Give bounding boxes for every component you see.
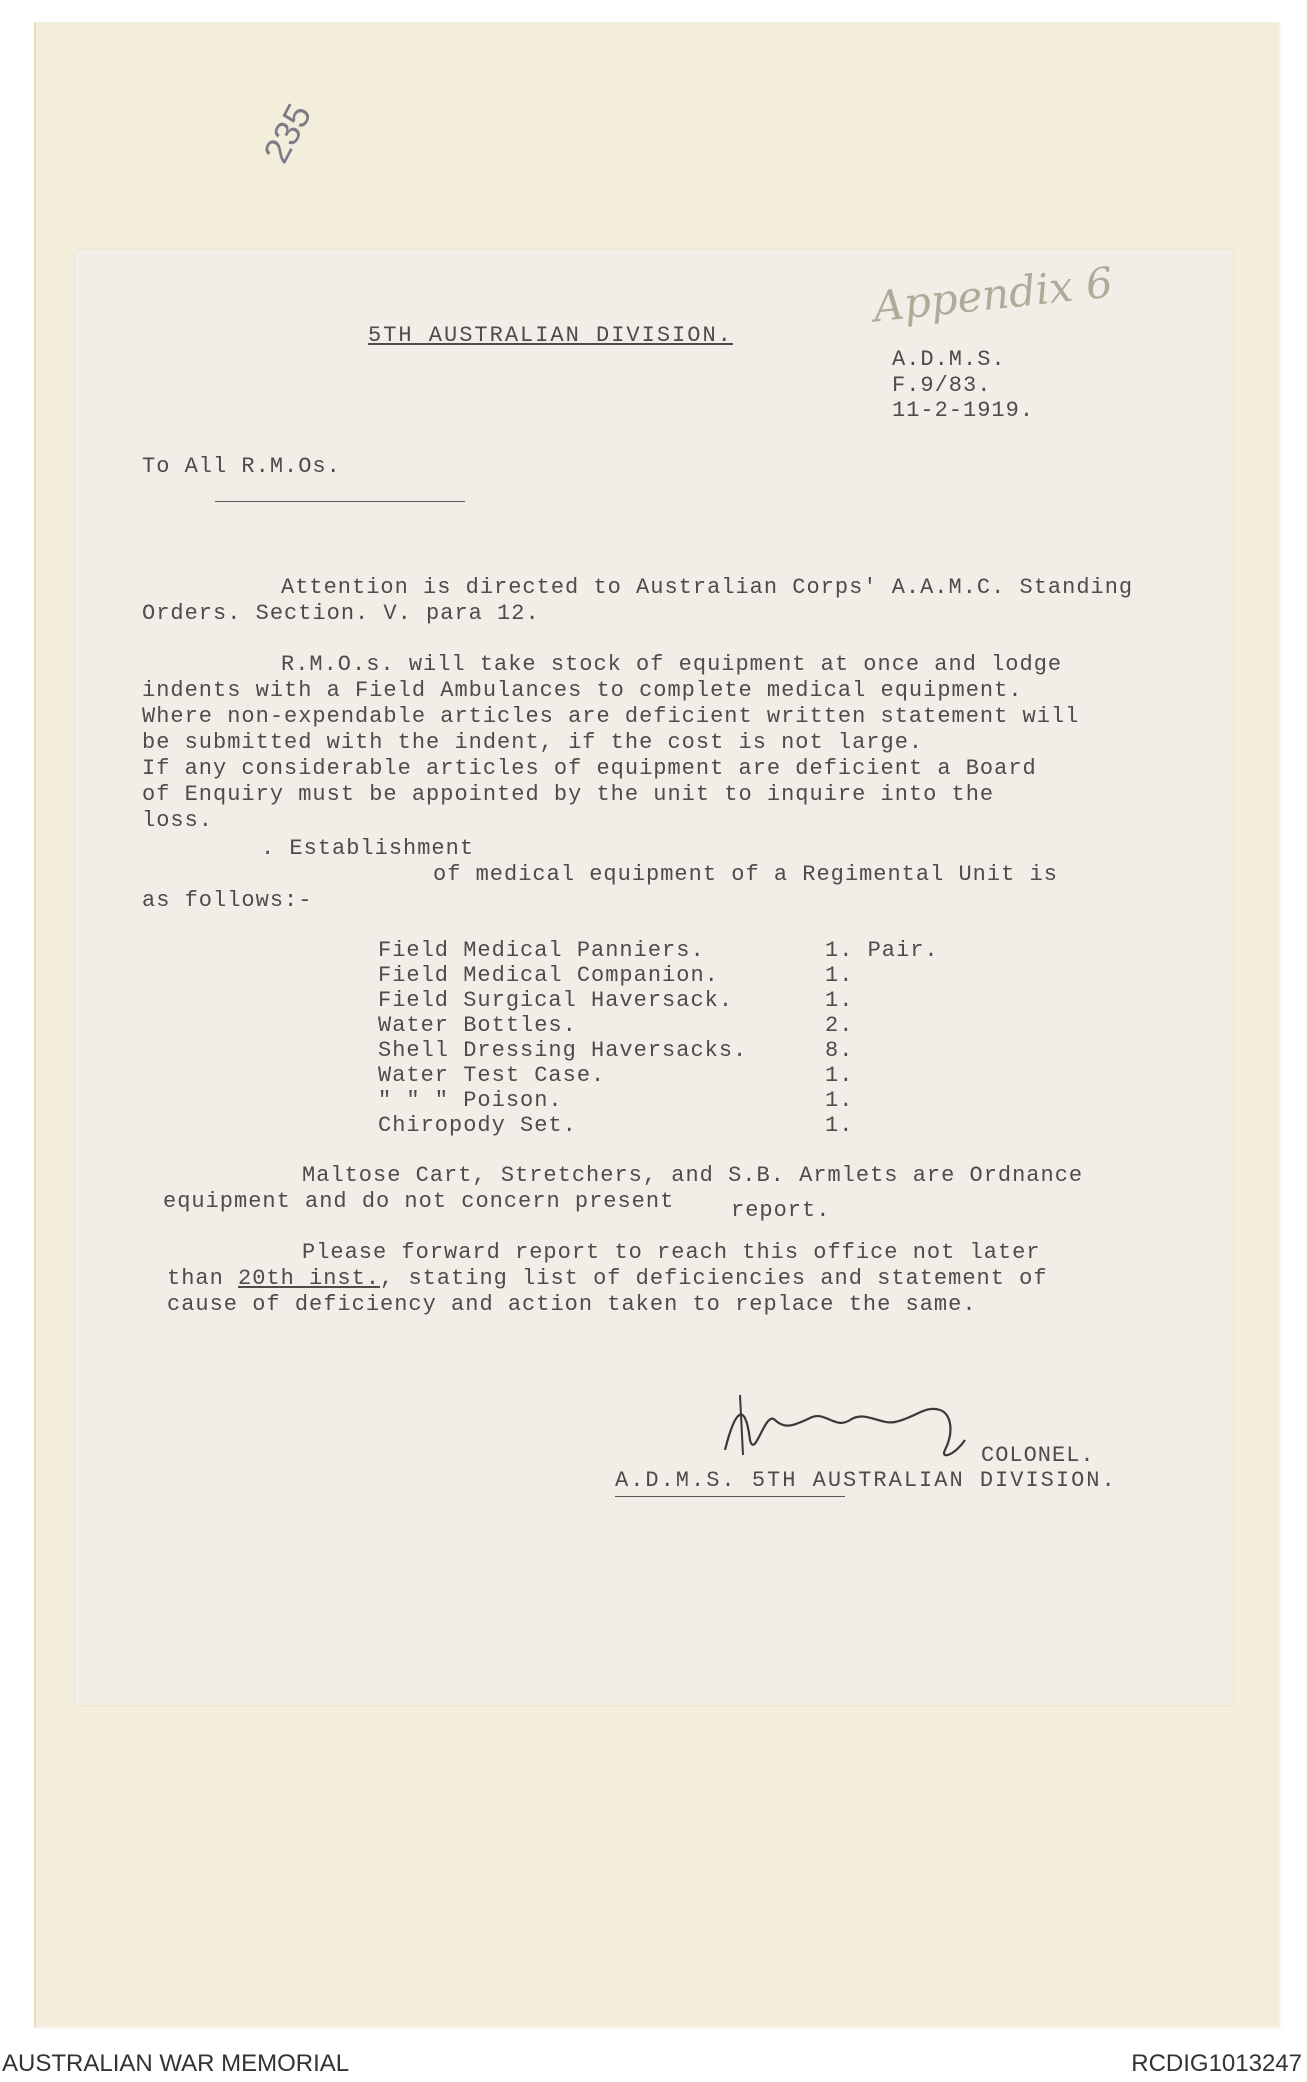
signature-title: A.D.M.S. 5TH AUSTRALIAN DIVISION. bbox=[615, 1468, 1117, 1493]
equipment-item: Field Medical Companion. bbox=[378, 963, 719, 988]
equipment-item: Water Bottles. bbox=[378, 1013, 577, 1038]
reference-file: F.9/83. bbox=[892, 373, 992, 398]
equipment-item: Field Medical Panniers. bbox=[378, 938, 705, 963]
footer-catalogue-id: RCDIG1013247 bbox=[1131, 2050, 1302, 2077]
memo-title: 5TH AUSTRALIAN DIVISION. bbox=[368, 323, 733, 348]
para4-line2: equipment and do not concern present bbox=[163, 1189, 675, 1214]
equipment-item: Water Test Case. bbox=[378, 1063, 606, 1088]
equipment-item: Chiropody Set. bbox=[378, 1113, 577, 1138]
para5-line2-end: , stating list of deficiencies and statement of bbox=[380, 1266, 1048, 1291]
para1-line1: Attention is directed to Australian Corps' A.A.M.C. Standing bbox=[281, 575, 1134, 600]
addressee-rule bbox=[215, 501, 465, 502]
equipment-qty: 1. bbox=[825, 1088, 854, 1113]
signature-rank: COLONEL. bbox=[981, 1443, 1095, 1468]
equipment-qty: 1. bbox=[825, 1113, 854, 1138]
equipment-item: " " " Poison. bbox=[378, 1088, 563, 1113]
equipment-qty: 1. bbox=[825, 988, 854, 1013]
equipment-qty: 8. bbox=[825, 1038, 854, 1063]
handwritten-appendix-note: Appendix 6 bbox=[871, 257, 1115, 332]
addressee: To All R.M.Os. bbox=[142, 454, 341, 479]
para5-line2-start: than bbox=[167, 1266, 239, 1291]
para2-line6: of Enquiry must be appointed by the unit to inquire into the bbox=[142, 782, 995, 807]
para2-line5: If any considerable articles of equipment are deficient a Board bbox=[142, 756, 1037, 781]
para2-line4: be submitted with the indent, if the cost is not large. bbox=[142, 730, 924, 755]
para5-line3: cause of deficiency and action taken to replace the same. bbox=[167, 1292, 977, 1317]
reference-office: A.D.M.S. bbox=[892, 347, 1006, 372]
para4-insert: report. bbox=[731, 1198, 831, 1223]
memo-date: 11-2-1919. bbox=[892, 398, 1035, 423]
para3-insert: . Establishment bbox=[261, 836, 475, 861]
folio-number: 235 bbox=[255, 96, 320, 170]
para5-line2 bbox=[167, 1266, 1048, 1291]
equipment-item: Field Surgical Haversack. bbox=[378, 988, 734, 1013]
equipment-qty: 2. bbox=[825, 1013, 854, 1038]
deadline-date: 20th inst. bbox=[238, 1266, 381, 1291]
para5-line1: Please forward report to reach this office not later bbox=[302, 1240, 1041, 1265]
equipment-qty: 1. bbox=[825, 963, 854, 988]
equipment-qty: 1. bbox=[825, 1063, 854, 1088]
signature-rule bbox=[615, 1496, 845, 1497]
footer-institution: AUSTRALIAN WAR MEMORIAL bbox=[2, 2050, 350, 2077]
para3-line2: as follows:- bbox=[142, 888, 313, 913]
handwritten-signature bbox=[715, 1380, 1015, 1470]
para2-line7: loss. bbox=[142, 808, 214, 833]
para1-line2: Orders. Section. V. para 12. bbox=[142, 601, 540, 626]
para2-line3: Where non-expendable articles are deficient written statement will bbox=[142, 704, 1080, 729]
para3-line1: of medical equipment of a Regimental Unit is bbox=[433, 862, 1058, 887]
para2-line1: R.M.O.s. will take stock of equipment at once and lodge bbox=[281, 652, 1063, 677]
para4-line1: Maltose Cart, Stretchers, and S.B. Armlets are Ordnance bbox=[302, 1163, 1084, 1188]
typed-memo-sheet bbox=[75, 250, 1233, 1705]
equipment-qty: 1. Pair. bbox=[825, 938, 939, 963]
para2-line2: indents with a Field Ambulances to complete medical equipment. bbox=[142, 678, 1023, 703]
equipment-item: Shell Dressing Haversacks. bbox=[378, 1038, 748, 1063]
